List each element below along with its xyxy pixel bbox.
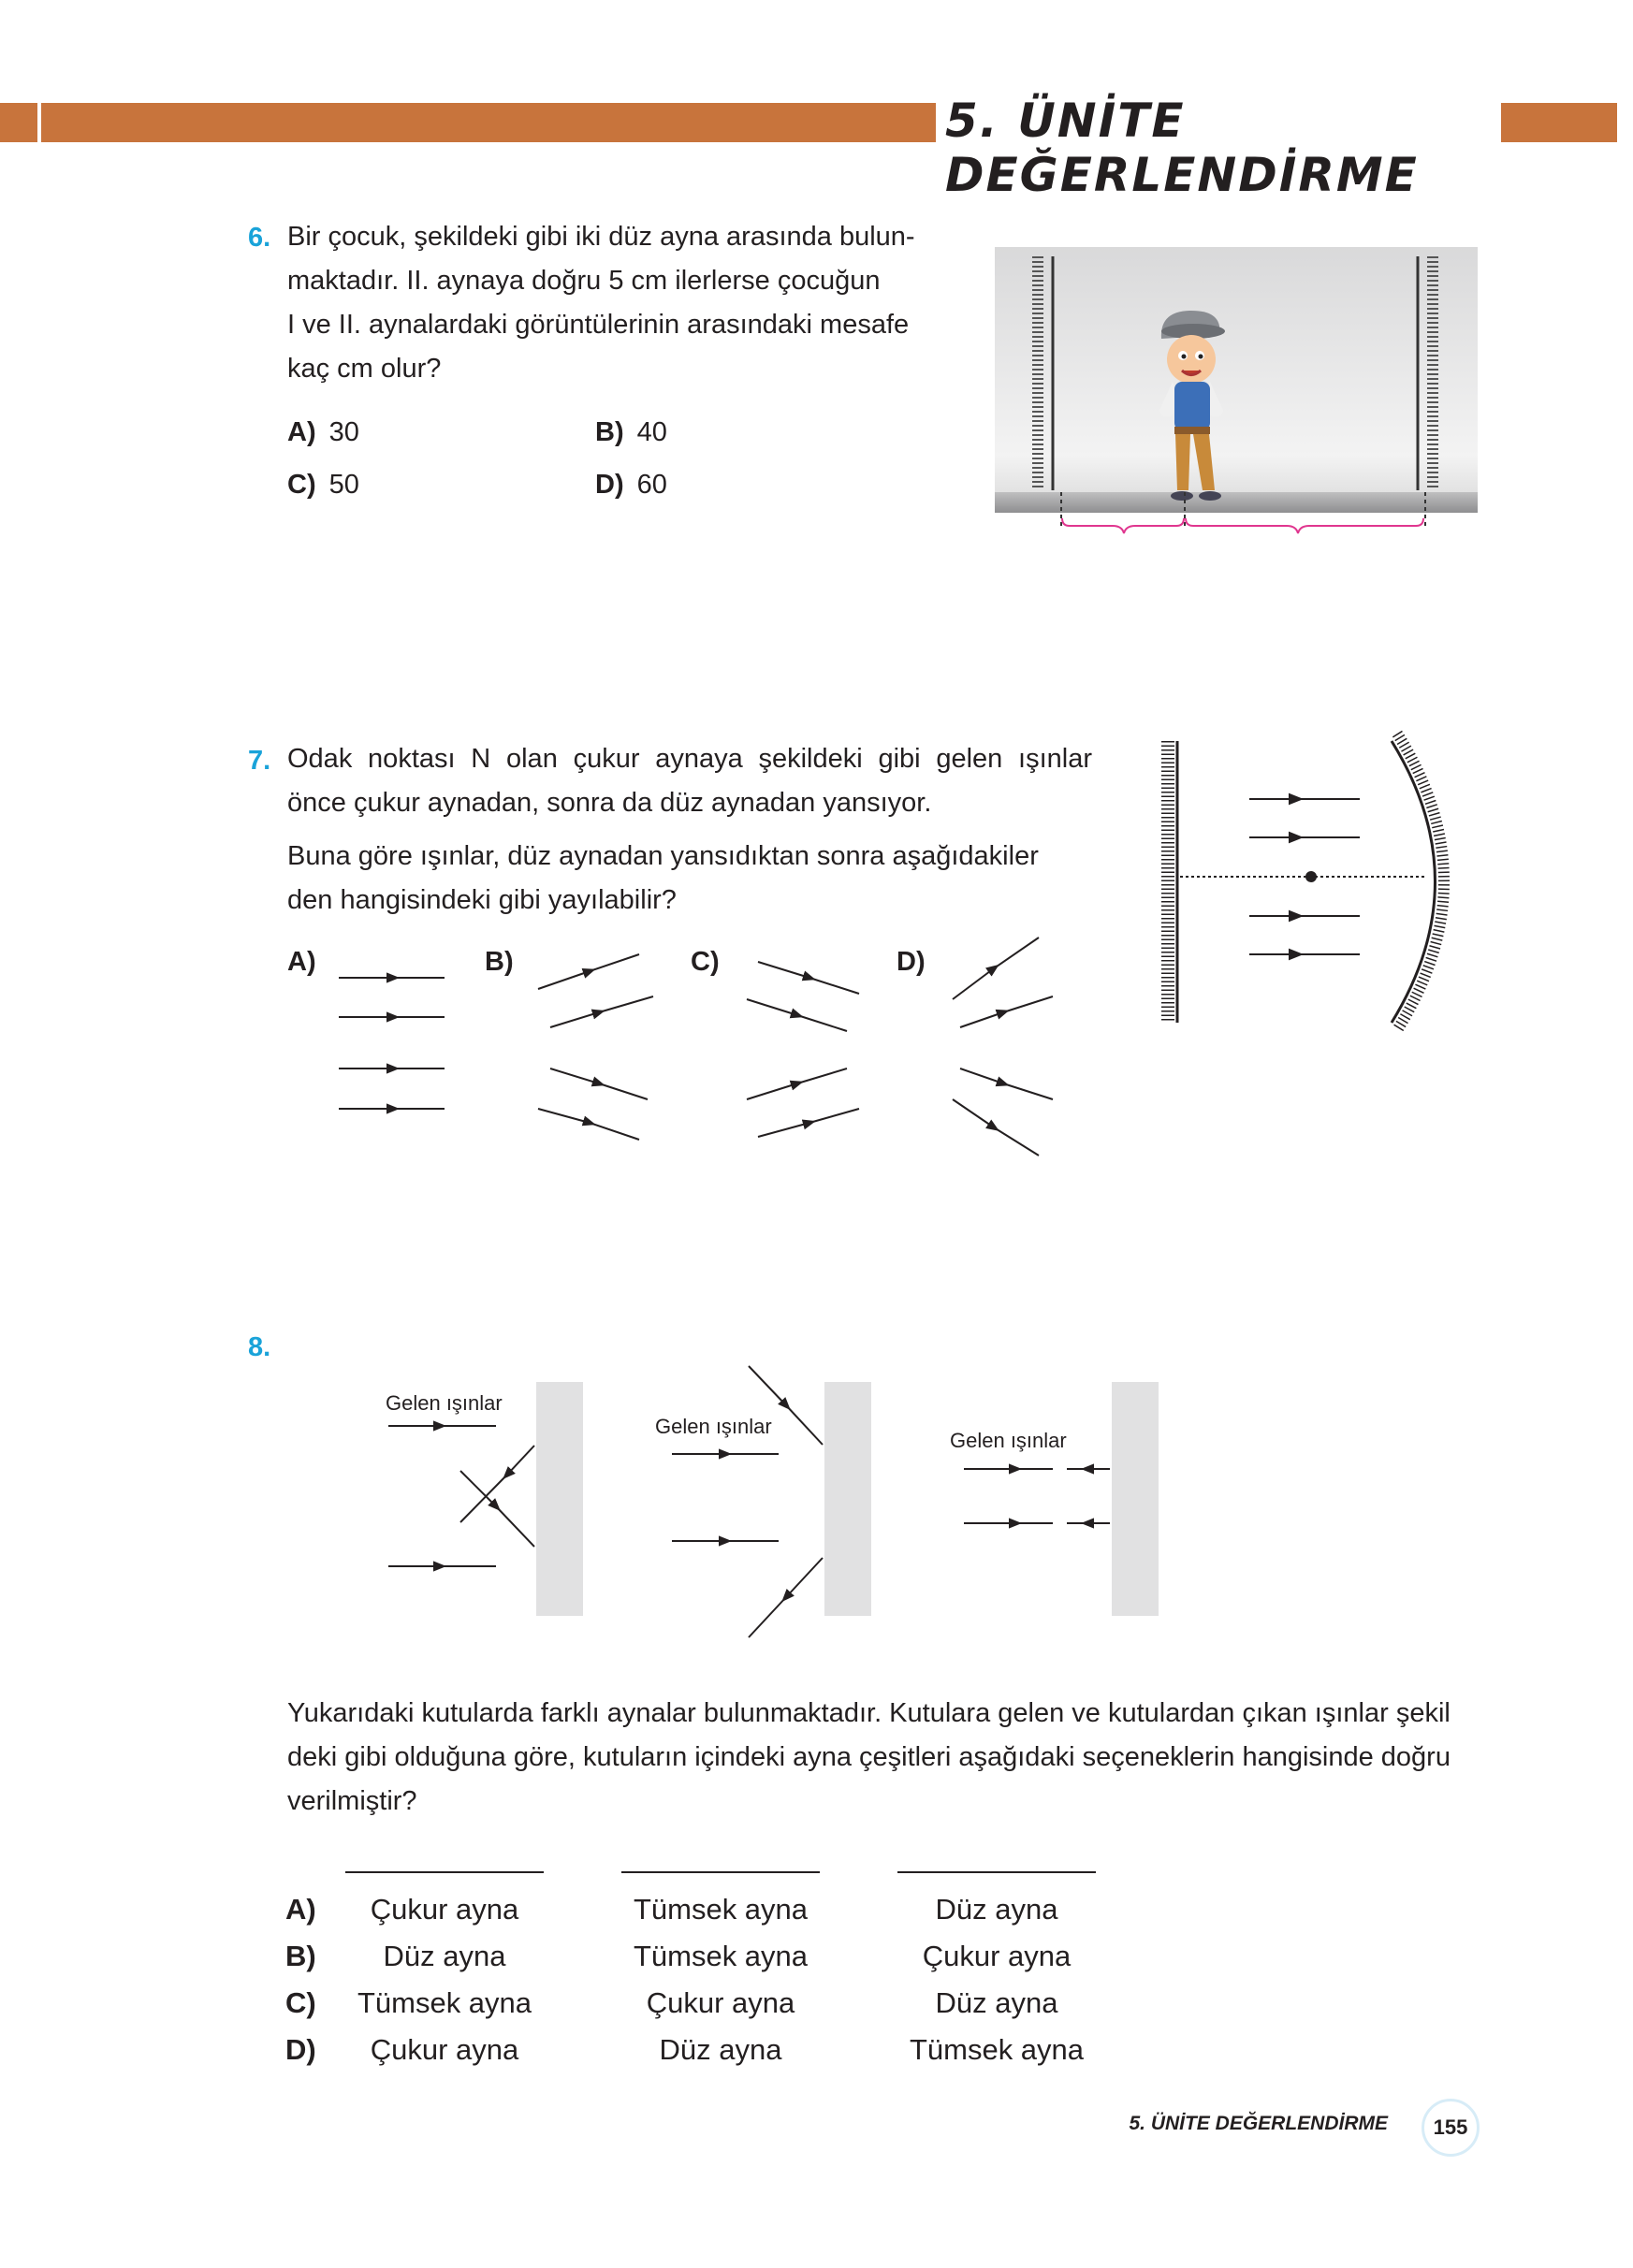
q6-line: I ve II. aynalardaki görüntülerinin arasındaki mesafe [287, 310, 910, 340]
q8-line: deki gibi olduğuna göre, kutuların içindeki ayna çeşitleri aşağıdaki seçeneklerin hangisinde doğru [287, 1742, 1451, 1772]
column-rule-1 [345, 1871, 544, 1873]
q7-line: Odak noktası N olan çukur aynaya şekildeki gibi gelen ışınlar [287, 744, 1092, 774]
q7-mirror-figure [1146, 730, 1483, 1039]
q6-line: kaç cm olur? [287, 354, 442, 384]
q7-diagram-a [339, 978, 445, 1109]
floor [995, 492, 1478, 513]
room-background [995, 247, 1478, 492]
q7-option-d[interactable]: D) [897, 947, 926, 977]
q8-boxes-figure [374, 1357, 1179, 1647]
q6-line: Bir çocuk, şekildeki gibi iki düz ayna arasında bulun- [287, 222, 915, 252]
q8-option-a[interactable]: A) Çukur ayna Tümsek ayna Düz ayna [285, 1893, 1058, 1926]
q7-diagram-b [538, 954, 653, 1140]
q8-option-d[interactable]: D) Çukur ayna Düz ayna Tümsek ayna [285, 2033, 1085, 2066]
brace-left [1062, 518, 1184, 533]
box-2 [824, 1382, 871, 1616]
footer-unit-label: 5. ÜNİTE DEĞERLENDİRME [1129, 2113, 1388, 2134]
box3-rays [964, 1469, 1110, 1523]
q7-diagram-c [747, 962, 859, 1137]
box-1 [536, 1382, 583, 1616]
header-band-left-cap [0, 103, 37, 142]
header-band-right [1501, 103, 1617, 142]
q7-text [287, 737, 1092, 923]
q7-option-diagrams [318, 926, 1067, 1160]
q7-option-b[interactable]: B) [485, 947, 514, 977]
q6-figure [995, 245, 1481, 545]
q7-option-a[interactable]: A) [287, 947, 316, 977]
box1-label: Gelen ışınlar [386, 1391, 503, 1415]
box3-label: Gelen ışınlar [950, 1429, 1067, 1452]
flat-mirror [1168, 741, 1177, 1023]
q8-number: 8. [248, 1332, 271, 1362]
q8-option-c[interactable]: C) Tümsek ayna Çukur ayna Düz ayna [285, 1986, 1058, 2019]
q6-option-d[interactable]: D) 60 [595, 470, 667, 500]
brace-right [1186, 518, 1423, 533]
q7-diagram-d [953, 938, 1053, 1156]
q6-option-b[interactable]: B) 40 [595, 417, 667, 447]
q7-number: 7. [248, 746, 271, 776]
header-band [41, 103, 936, 142]
box2-rays [672, 1366, 823, 1637]
column-rule-2 [621, 1871, 820, 1873]
q6-text [287, 215, 942, 391]
q8-line: verilmiştir? [287, 1786, 417, 1816]
column-rule-3 [897, 1871, 1096, 1873]
page-number: 155 [1422, 2099, 1480, 2157]
q7-line: Buna göre ışınlar, düz aynadan yansıdıktan sonra aşağıdakiler [287, 841, 1039, 871]
q8-option-b[interactable]: B) Düz ayna Tümsek ayna Çukur ayna [285, 1940, 1072, 1972]
focal-point-n [1305, 871, 1317, 882]
q7-option-c[interactable]: C) [691, 947, 720, 977]
q7-line: önce çukur aynadan, sonra da düz aynadan yansıyor. [287, 788, 932, 818]
box-3 [1112, 1382, 1159, 1616]
q6-option-a[interactable]: A) 30 [287, 417, 359, 447]
q8-text [287, 1692, 1485, 1824]
box1-rays [388, 1426, 534, 1566]
unit-title: 5. ÜNİTE DEĞERLENDİRME [945, 94, 1419, 202]
box2-label: Gelen ışınlar [655, 1415, 772, 1438]
q6-option-c[interactable]: C) 50 [287, 470, 359, 500]
q6-number: 6. [248, 223, 271, 253]
q8-line: Yukarıdaki kutularda farklı aynalar bulunmaktadır. Kutulara gelen ve kutulardan çıkan ışınlar şekil [287, 1698, 1451, 1728]
concave-mirror [1392, 734, 1444, 1030]
q7-line: den hangisindeki gibi yayılabilir? [287, 885, 677, 915]
q6-line: maktadır. II. aynaya doğru 5 cm ilerlerse çocuğun [287, 266, 881, 296]
